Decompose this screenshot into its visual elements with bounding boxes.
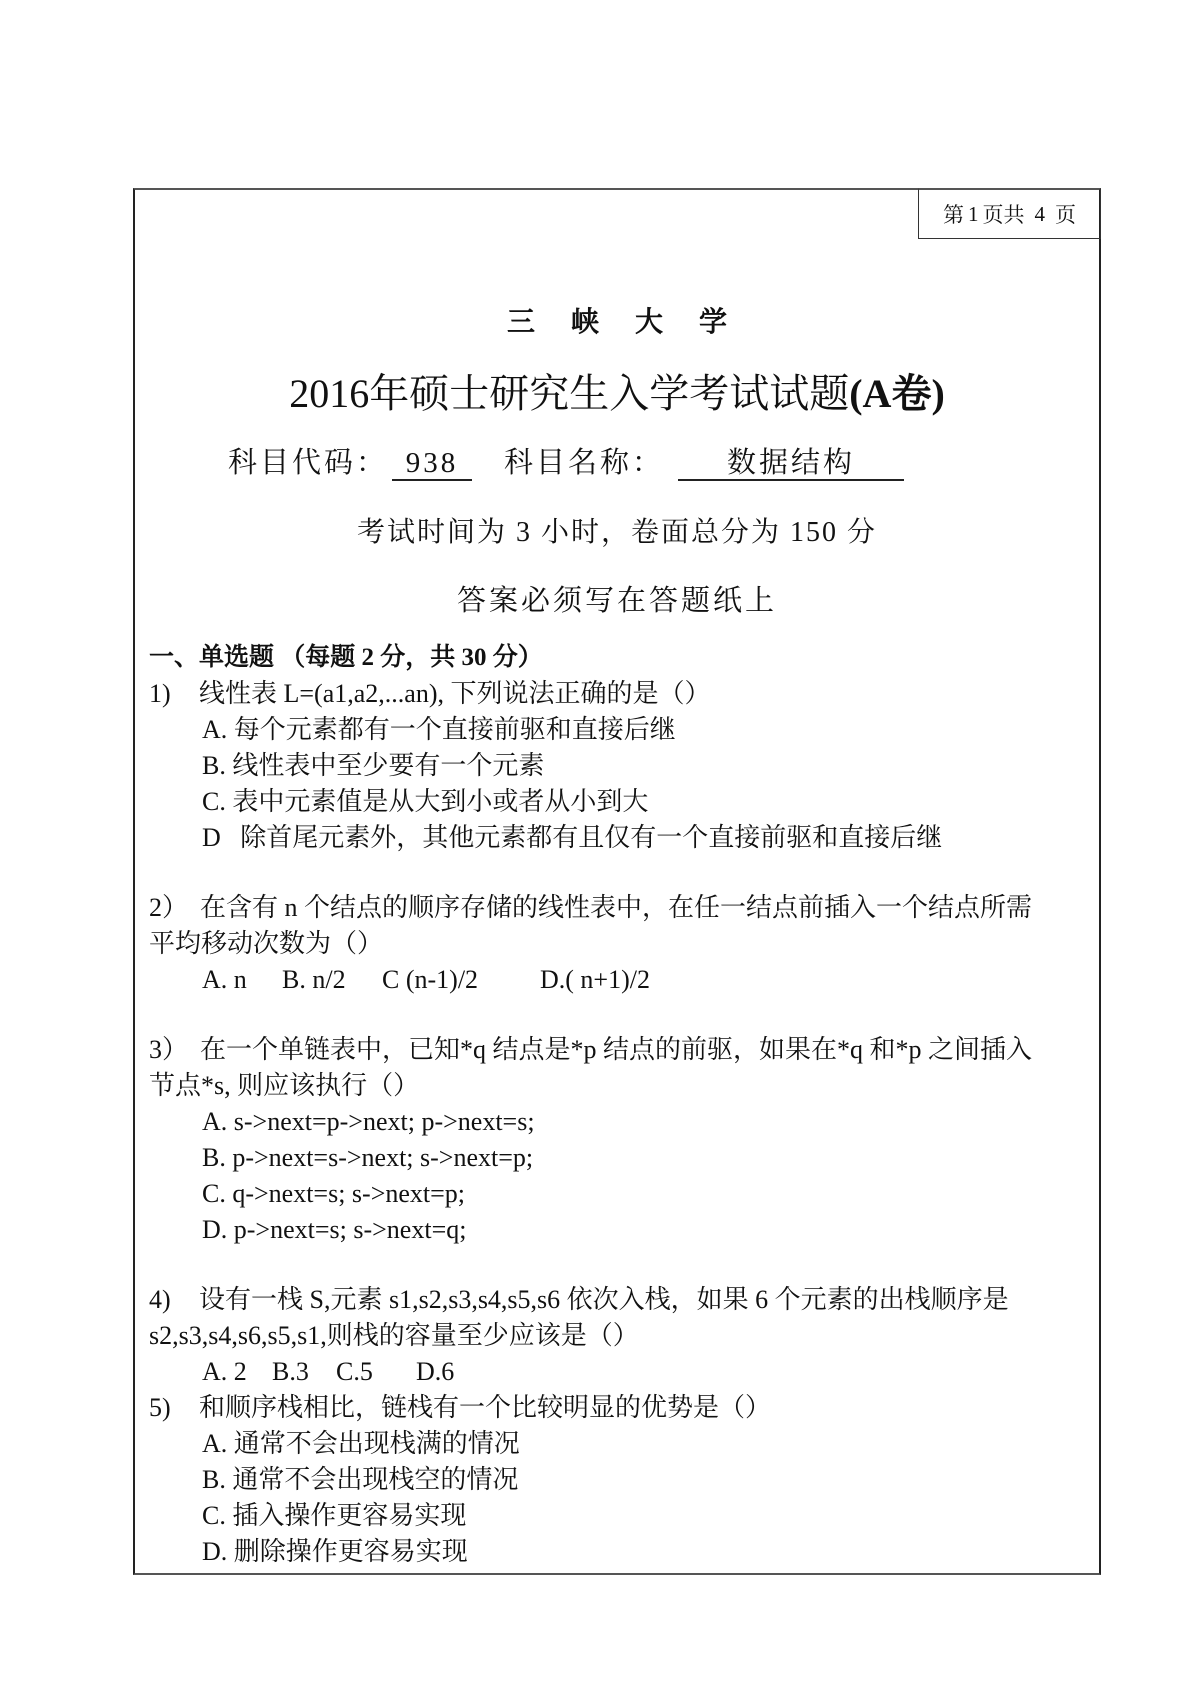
question-4 — [149, 1282, 1099, 1318]
section-title: 一、单选题 （每题 2 分，共 30 分） — [149, 644, 543, 671]
option: D 除首尾元素外，其他元素都有且仅有一个直接前驱和直接后继 — [202, 823, 943, 852]
question-text: 线性表 L=(a1,a2,...an), 下列说法正确的是（） — [199, 679, 711, 708]
page-mid: 页共 — [982, 203, 1025, 227]
option: D. p->next=s; s->next=q; — [202, 1215, 467, 1244]
question-1 — [149, 676, 1099, 712]
option: A. 2 — [202, 1357, 247, 1386]
question-number: 5) — [149, 1393, 171, 1422]
question-number: 4) — [149, 1285, 171, 1314]
subject-name: 数据结构 — [678, 447, 904, 481]
subject-code-label: 科目代码： — [228, 447, 389, 479]
question-text: 和顺序栈相比，链栈有一个比较明显的优势是（） — [199, 1393, 772, 1422]
options-inline — [149, 962, 1099, 998]
question-text: 在一个单链表中，已知*q 结点是*p 结点的前驱，如果在*q 和*p 之间插入 — [200, 1035, 1033, 1064]
university-name: 三峡大学 — [506, 305, 763, 338]
exam-paper-version: (A卷) — [849, 371, 945, 416]
option: A. 通常不会出现栈满的情况 — [202, 1429, 520, 1458]
option: D.( n+1)/2 — [540, 965, 650, 994]
page-current: 1 — [968, 201, 979, 226]
option: C. 表中元素值是从大到小或者从小到大 — [202, 787, 649, 816]
page-prefix: 第 — [943, 203, 964, 227]
question-5 — [149, 1390, 1099, 1426]
page-total: 4 — [1034, 201, 1045, 226]
subject-name-label: 科目名称： — [504, 447, 665, 479]
answer-note: 答案必须写在答题纸上 — [456, 585, 777, 617]
question-number: 3） — [149, 1035, 189, 1064]
question-3 — [149, 1032, 1099, 1068]
page-indicator — [918, 188, 1101, 239]
option: B. n/2 — [282, 965, 346, 994]
option: D. 删除操作更容易实现 — [202, 1537, 468, 1566]
option: B.3 — [272, 1357, 309, 1386]
exam-title — [135, 362, 1099, 419]
option: B. 线性表中至少要有一个元素 — [202, 751, 545, 780]
option: C. q->next=s; s->next=p; — [202, 1179, 466, 1208]
subject-code: 938 — [392, 447, 472, 481]
question-text-cont: 平均移动次数为（） — [149, 929, 384, 958]
page-suffix: 页 — [1055, 203, 1076, 227]
exam-title-main: 2016年硕士研究生入学考试试题 — [289, 371, 850, 416]
option: B. p->next=s->next; s->next=p; — [202, 1143, 534, 1172]
options-inline — [149, 1354, 1099, 1390]
option: A. n — [202, 965, 247, 994]
option: C (n-1)/2 — [382, 965, 479, 994]
question-number: 2） — [149, 893, 189, 922]
option: C. 插入操作更容易实现 — [202, 1501, 467, 1530]
option: B. 通常不会出现栈空的情况 — [202, 1465, 519, 1494]
questions-body — [149, 640, 1099, 1570]
question-text: 设有一栈 S,元素 s1,s2,s3,s4,s5,s6 依次入栈，如果 6 个元素的出栈顺序是 — [199, 1285, 1009, 1314]
question-2 — [149, 890, 1099, 926]
subject-line — [228, 440, 904, 481]
question-text: 在含有 n 个结点的顺序存储的线性表中，在任一结点前插入一个结点所需 — [200, 893, 1033, 922]
exam-info: 考试时间为 3 小时，卷面总分为 150 分 — [356, 517, 877, 548]
question-text-cont: s2,s3,s4,s6,s5,s1,则栈的容量至少应该是（） — [149, 1321, 639, 1350]
option: A. 每个元素都有一个直接前驱和直接后继 — [202, 715, 676, 744]
option: A. s->next=p->next; p->next=s; — [202, 1107, 535, 1136]
option: D.6 — [416, 1357, 455, 1386]
option: C.5 — [336, 1357, 373, 1386]
exam-frame — [133, 188, 1101, 1575]
question-number: 1) — [149, 679, 171, 708]
question-text-cont: 节点*s, 则应该执行（） — [149, 1071, 420, 1100]
